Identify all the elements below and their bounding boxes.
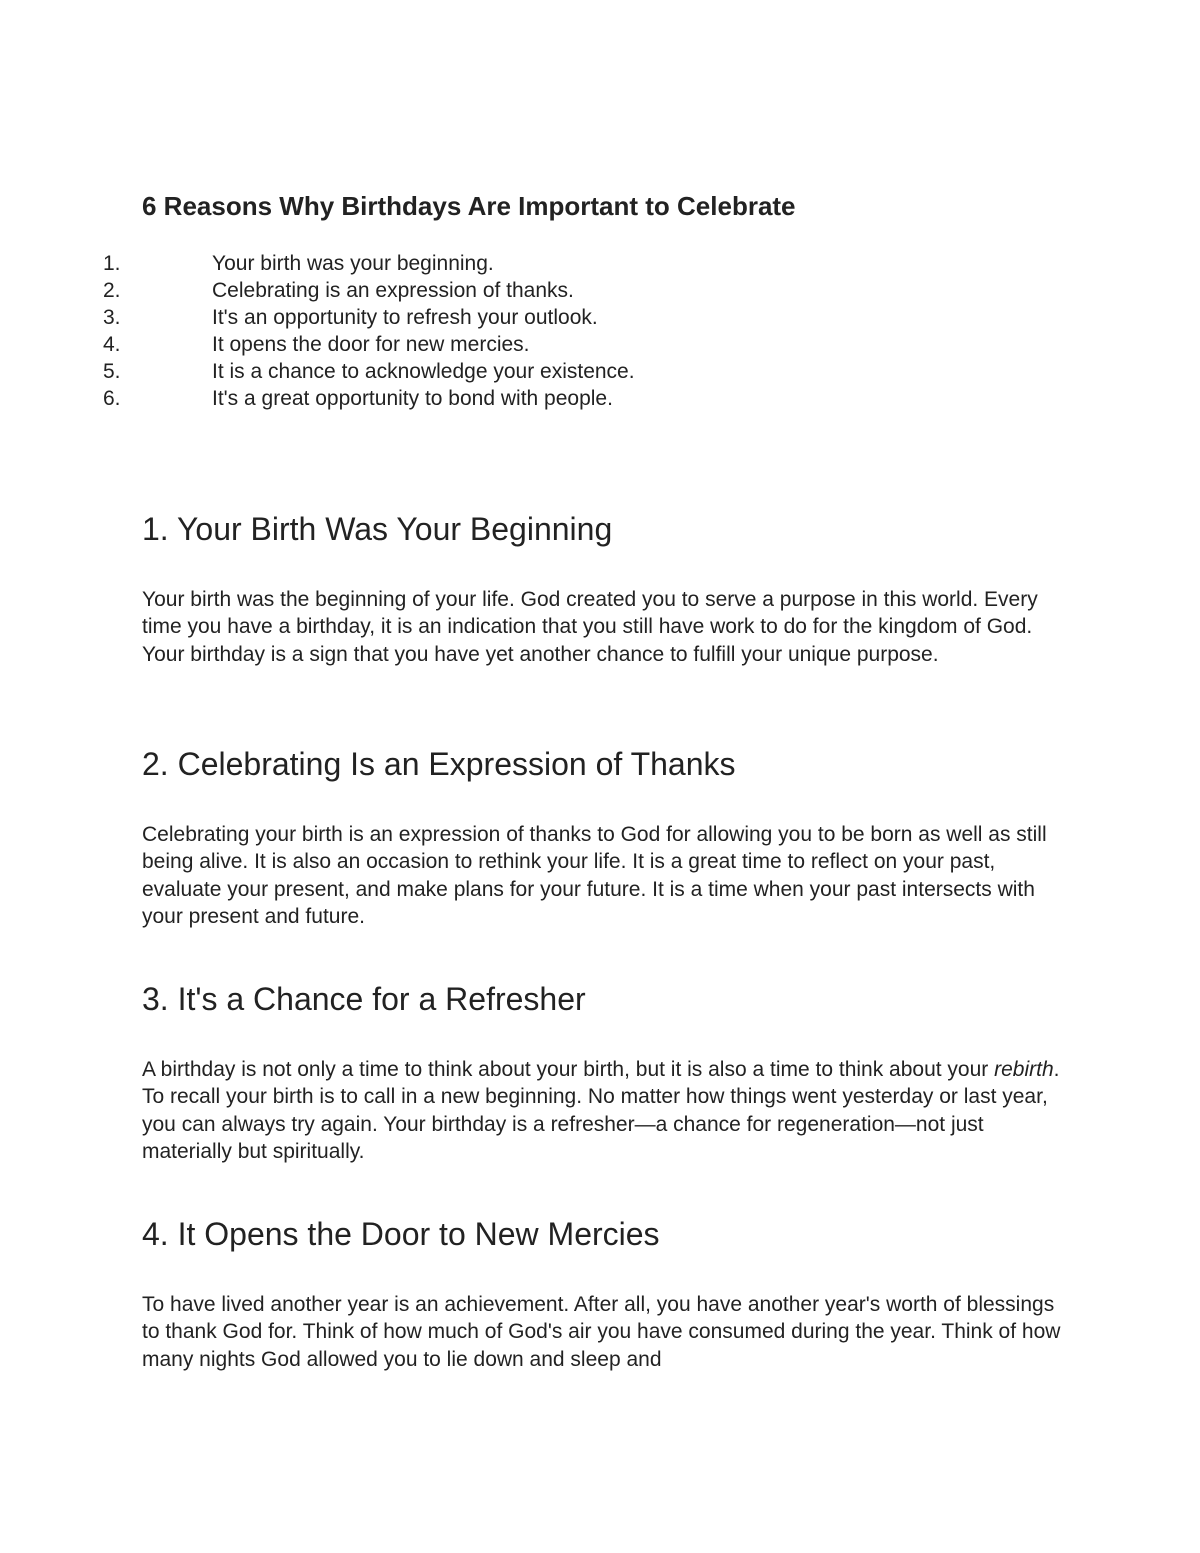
section-paragraph: Your birth was the beginning of your life. God created you to serve a purpose in this world. Every time you have a birthday, it is an indication that you still have work to do for the kingdom of God. Your birthday is a sign that you have yet another chance to fulfill your unique purpose. bbox=[142, 588, 1038, 666]
section-heading: 3. It's a Chance for a Refresher bbox=[142, 981, 586, 1017]
list-item-text: Celebrating is an expression of thanks. bbox=[212, 279, 574, 302]
section-birth-beginning bbox=[142, 509, 1072, 668]
section-paragraph: Celebrating your birth is an expression of thanks to God for allowing you to be born as well as still being alive. It is also an occasion to rethink your life. It is a great time to reflect on your past, evaluate your present, and make plans for your future. It is a time when your past intersects with your present and future. bbox=[142, 823, 1047, 928]
section-new-mercies bbox=[142, 1214, 1072, 1373]
emphasized-word: rebirth bbox=[994, 1058, 1054, 1081]
list-item-number: 2. bbox=[103, 279, 121, 302]
list-item-number: 6. bbox=[103, 387, 121, 410]
document-title: 6 Reasons Why Birthdays Are Important to Celebrate bbox=[142, 191, 796, 221]
section-paragraph: To have lived another year is an achievement. After all, you have another year's worth of blessings to thank God for. Think of how much of God's air you have consumed during the year. Think of how many nights God allowed you to lie down and sleep and bbox=[142, 1293, 1061, 1371]
paragraph-text: A birthday is not only a time to think about your birth, but it is also a time to think about your bbox=[142, 1058, 995, 1081]
list-item-text: It is a chance to acknowledge your existence. bbox=[212, 360, 635, 383]
paragraph-text: . To recall your birth is to call in a new beginning. No matter how things went yesterday or last year, you can always try again. Your birthday is a refresher—a chance for regeneration—not just materially but spiritually. bbox=[142, 1058, 1060, 1163]
list-item-text: It's a great opportunity to bond with people. bbox=[212, 387, 613, 410]
section-refresher bbox=[142, 979, 1072, 1165]
list-item-number: 3. bbox=[103, 306, 121, 329]
section-heading: 1. Your Birth Was Your Beginning bbox=[142, 511, 613, 547]
section-heading: 4. It Opens the Door to New Mercies bbox=[142, 1216, 660, 1252]
section-paragraph bbox=[142, 1056, 1072, 1165]
list-item-text: It's an opportunity to refresh your outlook. bbox=[212, 306, 598, 329]
list-item-number: 1. bbox=[103, 252, 121, 275]
list-item-number: 5. bbox=[103, 360, 121, 383]
list-item-number: 4. bbox=[103, 333, 121, 356]
list-item-text: It opens the door for new mercies. bbox=[212, 333, 530, 356]
section-expression-of-thanks bbox=[142, 744, 1072, 930]
section-heading: 2. Celebrating Is an Expression of Thanks bbox=[142, 746, 736, 782]
list-item-text: Your birth was your beginning. bbox=[212, 252, 494, 275]
